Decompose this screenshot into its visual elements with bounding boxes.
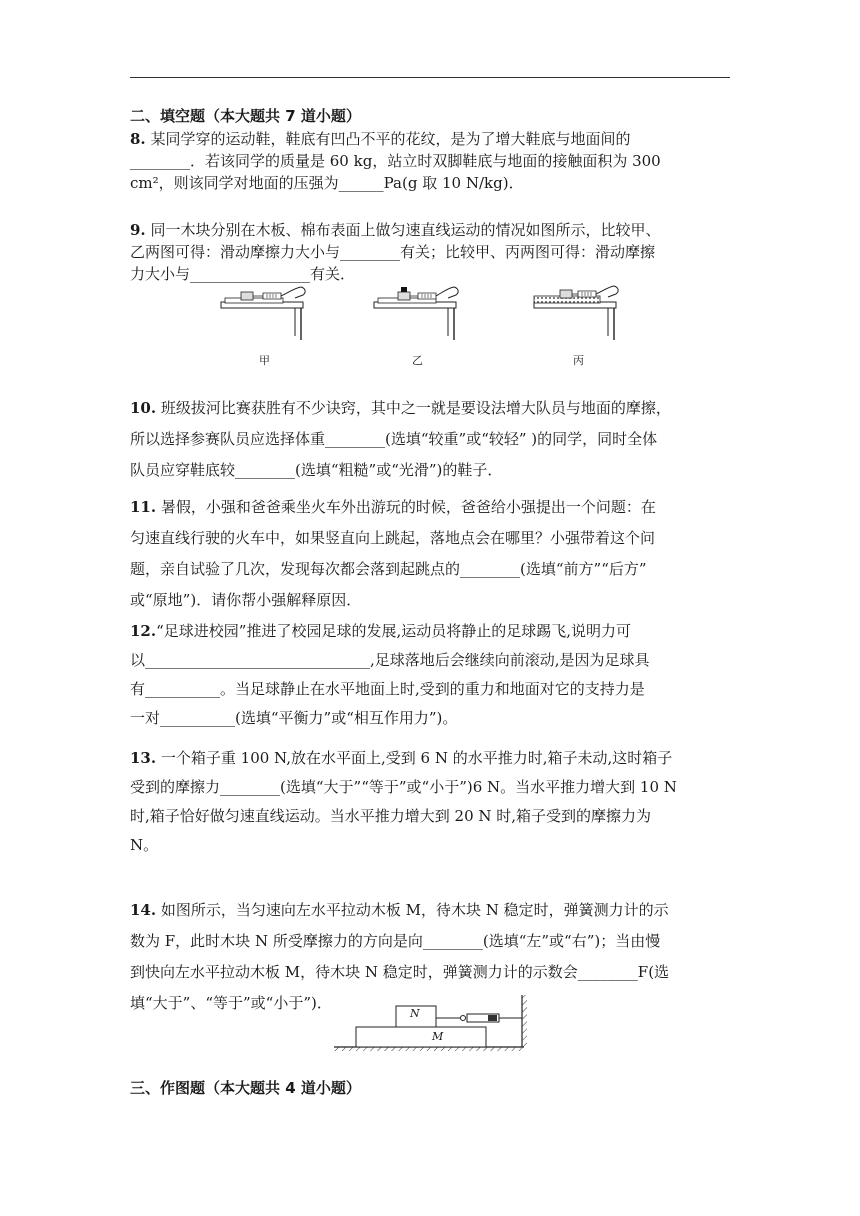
friction-figure-jia	[215, 284, 315, 342]
q14-line-3: 到快向左水平拉动木板 M，待木块 N 稳定时，弹簧测力计的示数会________F(选	[130, 963, 670, 981]
q12-line-4: 一对__________(选填“平衡力”或“相互作用力”)。	[130, 709, 458, 727]
q8-line-3: cm²，则该同学对地面的压强为______Pa(g 取 10 N/kg)．	[130, 174, 524, 192]
friction-figure-bing	[528, 284, 628, 342]
question-12	[130, 617, 730, 733]
q14-number: 14.	[130, 901, 157, 919]
section-2-title: 二、填空题（本大题共 7 道小题）	[130, 107, 361, 125]
q8-line-1: 8. 某同学穿的运动鞋，鞋底有凹凸不平的花纹，是为了增大鞋底与地面间的	[130, 130, 631, 148]
board-block-figure	[330, 992, 530, 1052]
header-rule	[130, 77, 730, 78]
q11-line-2: 匀速直线行驶的火车中，如果竖直向上跳起，落地点会在哪里？小强带着这个问	[130, 529, 656, 547]
q12-line-1: 12.“足球进校园”推进了校园足球的发展,运动员将静止的足球踢飞,说明力可	[130, 622, 631, 640]
q13-line-1: 13. 一个箱子重 100 N,放在水平面上,受到 6 N 的水平推力时,箱子未动,这时箱子	[130, 749, 673, 767]
q11-number: 11.	[130, 498, 157, 516]
q13-line-3: 时,箱子恰好做匀速直线运动。当水平推力增大到 20 N 时,箱子受到的摩擦力为	[130, 807, 652, 825]
q9-line-1: 9. 同一木块分别在木板、棉布表面上做匀速直线运动的情况如图所示，比较甲、	[130, 221, 661, 239]
q12-line-2: 以______________________________,足球落地后会继续向前滚动,是因为足球具	[130, 651, 650, 669]
question-13	[130, 744, 730, 860]
question-8	[130, 128, 730, 194]
caption-jia: 甲	[259, 354, 270, 367]
q8-number: 8.	[130, 130, 146, 148]
q10-line-3: 队员应穿鞋底较________(选填“粗糙”或“光滑”)的鞋子．	[130, 461, 503, 479]
question-9	[130, 219, 730, 285]
q10-number: 10.	[130, 399, 157, 417]
q13-line-2: 受到的摩擦力________(选填“大于”“等于”或“小于”)6 N。当水平推力增大到 10 N	[130, 778, 677, 796]
q8-line-2: ________．若该同学的质量是 60 kg，站立时双脚鞋底与地面的接触面积为 300	[130, 152, 661, 170]
q9-number: 9.	[130, 221, 146, 239]
friction-figure-yi	[368, 284, 468, 342]
q13-line-4: N。	[130, 836, 159, 854]
q12-line-3: 有__________。当足球静止在水平地面上时,受到的重力和地面对它的支持力是	[130, 680, 645, 698]
board-m-label: M	[432, 1030, 444, 1043]
q14-line-2: 数为 F，此时木块 N 所受摩擦力的方向是向________(选填“左”或“右”)；当由慢	[130, 932, 661, 950]
q11-line-1: 11. 暑假，小强和爸爸乘坐火车外出游玩的时候，爸爸给小强提出一个问题：在	[130, 498, 656, 516]
q14-line-1: 14. 如图所示，当匀速向左水平拉动木板 M，待木块 N 稳定时，弹簧测力计的示	[130, 901, 669, 919]
q9-line-2: 乙两图可得：滑动摩擦力大小与________有关；比较甲、丙两图可得：滑动摩擦	[130, 243, 656, 261]
caption-yi: 乙	[412, 354, 423, 367]
q11-line-4: 或“原地”)．请你帮小强解释原因．	[130, 591, 362, 609]
caption-bing: 丙	[573, 354, 584, 367]
q10-line-1: 10. 班级拔河比赛获胜有不少诀窍，其中之一就是要设法增大队员与地面的摩擦，	[130, 399, 671, 417]
question-11	[130, 492, 730, 616]
q13-number: 13.	[130, 749, 157, 767]
q14-line-4: 填“大于”、“等于”或“小于”)．	[130, 994, 332, 1012]
q12-number: 12.	[130, 622, 157, 640]
question-10	[130, 393, 730, 486]
block-n-label: N	[410, 1007, 420, 1020]
q9-line-3: 力大小与________________有关．	[130, 265, 356, 283]
q11-line-3: 题，亲自试验了几次，发现每次都会落到起跳点的________(选填“前方”“后方”	[130, 560, 647, 578]
q10-line-2: 所以选择参赛队员应选择体重________(选填“较重”或“较轻” )的同学，同时全体	[130, 430, 658, 448]
section-3-title: 三、作图题（本大题共 4 道小题）	[130, 1079, 361, 1097]
